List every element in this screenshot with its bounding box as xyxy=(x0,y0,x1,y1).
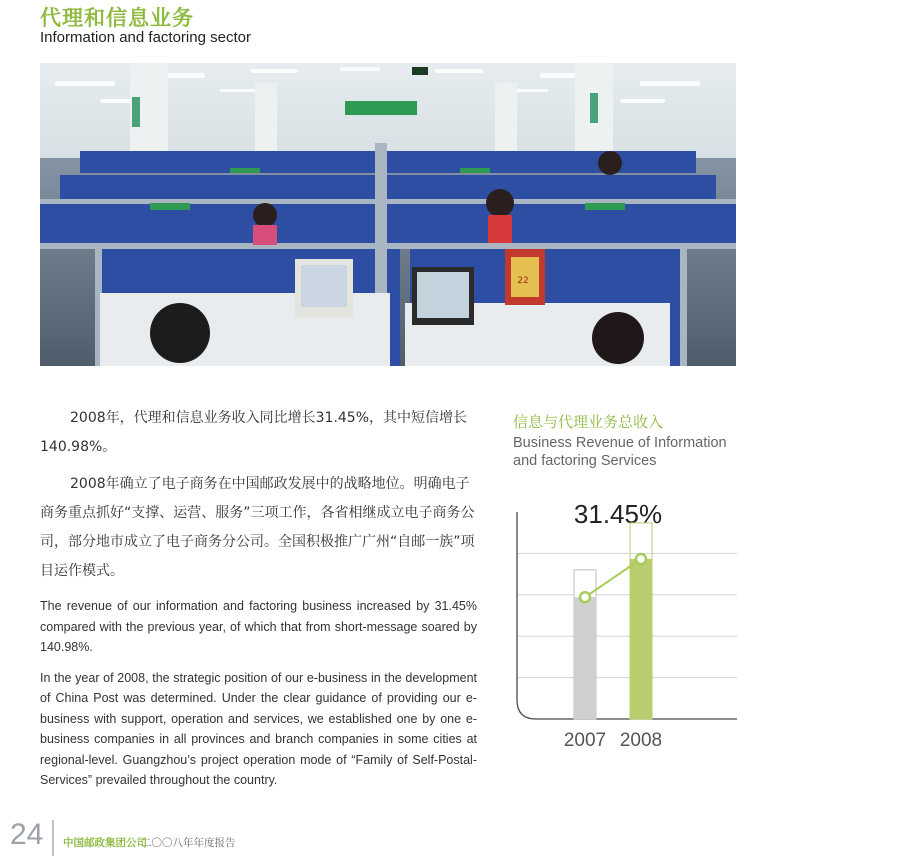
footer-report-title: 二〇〇八年年度报告 xyxy=(141,837,236,849)
chart-axis xyxy=(517,512,737,719)
footer-divider xyxy=(52,820,54,856)
bar-2008 xyxy=(630,559,652,719)
footer-org-name: 中国邮政集团公司 xyxy=(63,837,147,849)
body-text xyxy=(40,404,477,791)
page-footer xyxy=(10,818,410,858)
call-center-illustration xyxy=(40,63,736,366)
zh-paragraph-1: 2008年，代理和信息业务收入同比增长31.45%，其中短信增长140.98%。 xyxy=(40,410,468,455)
page-number: 24 xyxy=(10,818,44,851)
x-tick-label-2008: 2008 xyxy=(619,730,663,751)
point-2007 xyxy=(580,592,590,602)
chart-title: 信息与代理业务总收入 xyxy=(513,413,664,431)
call-center-photo xyxy=(40,63,736,366)
en-paragraph-2: In the year of 2008, the strategic position of our e-business in the development of China Post was determined. Under the clear guidance of providing our e-business with support, operation and services, we established one by one e-business companies in all provinces and branch companies in some cities at regional-level. Guangzhou’s project operation mode of “Family of Self-Postal-Services” prevailed throughout the country. xyxy=(40,670,477,787)
growth-annotation: 31.45% xyxy=(573,499,663,529)
section-title-zh: 代理和信息业务 xyxy=(40,6,194,30)
x-tick-label-2007: 2007 xyxy=(563,730,607,751)
revenue-chart xyxy=(505,490,745,755)
en-paragraph-1: The revenue of our information and factoring business increased by 31.45% compared with the previous year, of which that from short-message soared by 140.98%. xyxy=(40,599,477,654)
chart-subtitle: Business Revenue of Information and factoring Services xyxy=(513,435,727,469)
cubicle-sign-text: 22 xyxy=(517,276,529,286)
section-title-en: Information and factoring sector xyxy=(40,29,251,46)
chart-gridlines xyxy=(517,553,737,677)
bar-2007 xyxy=(574,597,596,719)
zh-paragraph-2: 2008年确立了电子商务在中国邮政发展中的战略地位。明确电子商务重点抓好“支撑、运营、服务”三项工作，各省相继成立电子商务公司，部分地市成立了电子商务分公司。全国积极推广广州“自邮一族”项目运作模式。 xyxy=(40,476,475,579)
point-2008 xyxy=(636,554,646,564)
